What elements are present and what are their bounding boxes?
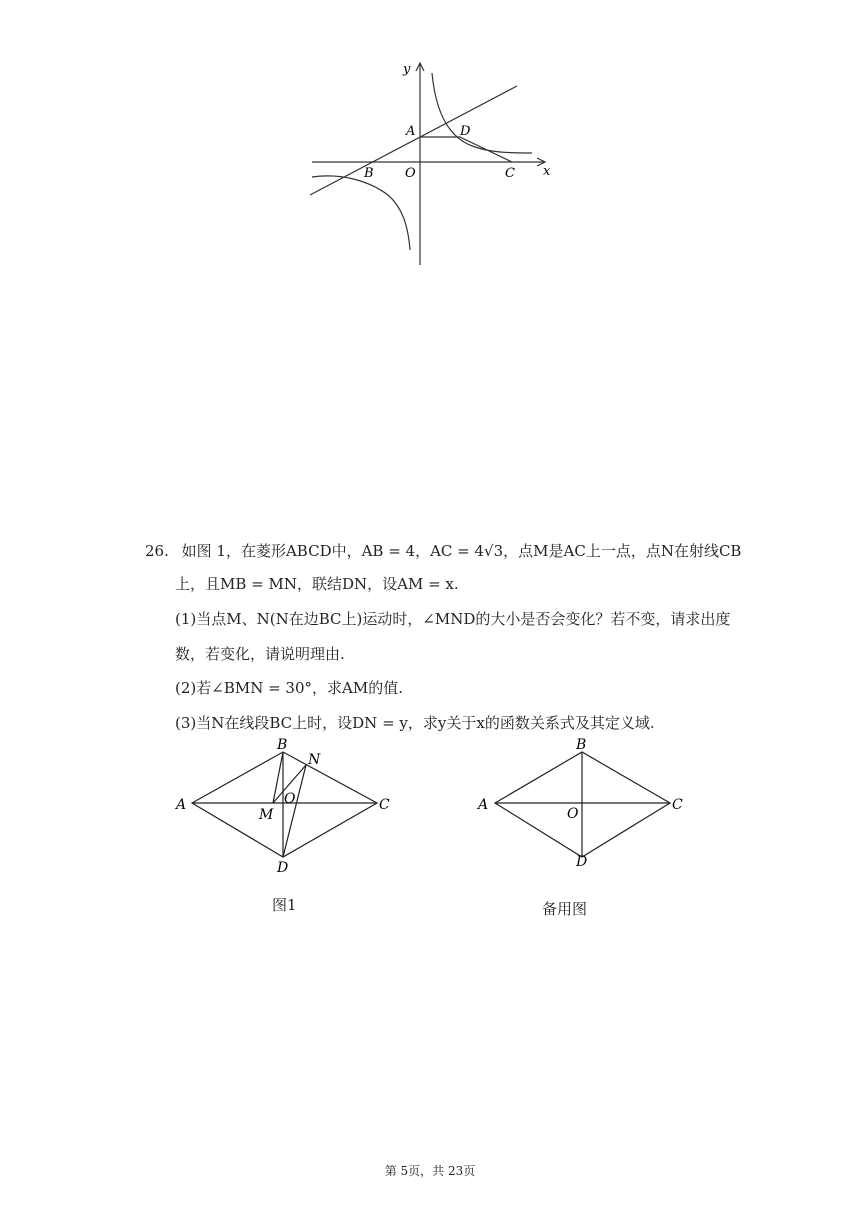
figure-1-caption: 图1 (272, 896, 297, 914)
figure-2 (475, 735, 695, 880)
fig2-label-b: B (576, 737, 587, 753)
problem-line-1: 如图 1，在菱形ABCD中，AB = 4，AC = 4√3，点M是AC上一点，点N在射线CB (181, 542, 742, 560)
fig2-label-c: C (672, 797, 683, 813)
figure-1 (170, 735, 400, 880)
label-x: x (543, 164, 551, 179)
hyperbola-branch-1 (432, 73, 532, 153)
label-b: B (364, 166, 374, 181)
question-1a: (1)当点M、N(N在边BC上)运动时，∠MND的大小是否会变化？若不变，请求出度 (175, 610, 731, 628)
label-d: D (460, 124, 471, 139)
label-a: A (406, 124, 416, 139)
question-2: (2)若∠BMN = 30°，求AM的值. (175, 679, 403, 697)
fig1-label-o: O (284, 791, 296, 807)
label-o: O (405, 166, 416, 181)
segment-bm (273, 752, 283, 803)
problem-number: 26. (145, 542, 169, 560)
fig1-label-d: D (277, 860, 289, 876)
fig1-label-a: A (176, 797, 187, 813)
label-y: y (403, 62, 411, 77)
fig1-label-n: N (308, 752, 321, 768)
fig1-label-b: B (277, 737, 288, 753)
question-1b: 数，若变化，请说明理由. (175, 645, 345, 663)
page-footer: 第 5页，共 23页 (384, 1164, 476, 1178)
fig1-label-m: M (259, 807, 274, 823)
fig2-label-a: A (478, 797, 489, 813)
fig2-label-o: O (567, 806, 579, 822)
label-c: C (505, 166, 515, 181)
fig2-label-d: D (576, 854, 588, 870)
fig1-label-c: C (379, 797, 390, 813)
function-graph (300, 55, 560, 270)
question-3: (3)当N在线段BC上时，设DN = y，求y关于x的函数关系式及其定义域. (175, 714, 655, 732)
hyperbola-branch-3 (312, 176, 410, 250)
problem-line-2: 上，且MB = MN，联结DN，设AM = x. (175, 575, 459, 593)
figure-2-caption: 备用图 (542, 900, 588, 918)
